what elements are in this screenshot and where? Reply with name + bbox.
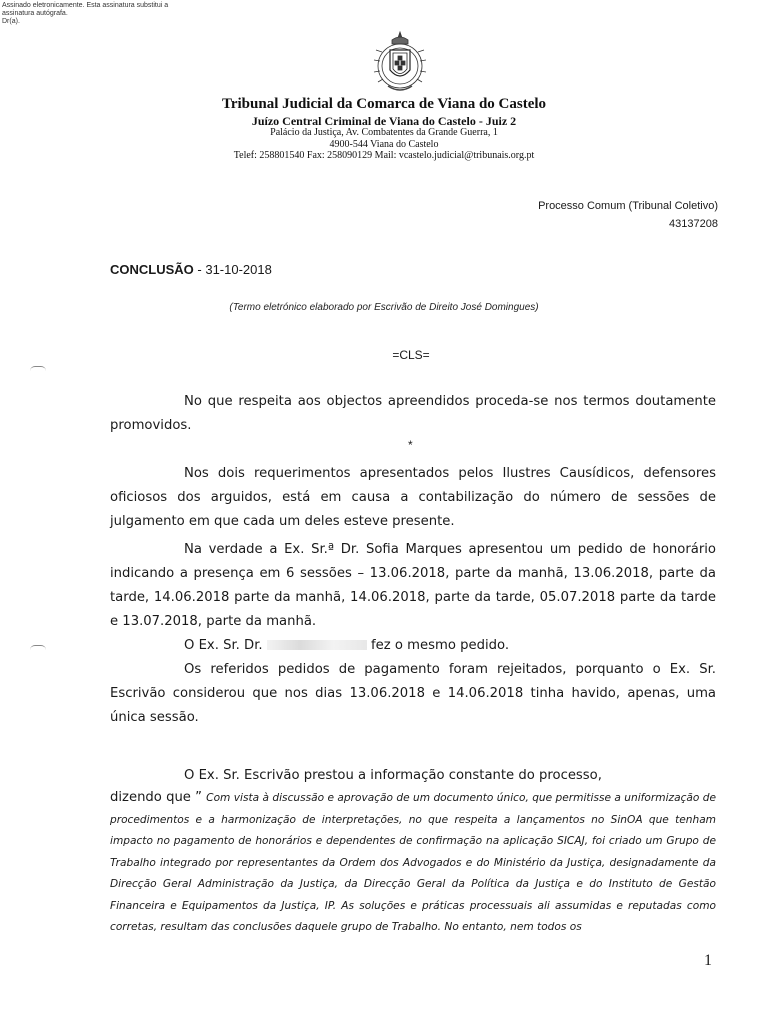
termo-note: (Termo eletrónico elaborado por Escrivão de Direito José Domingues) (229, 302, 539, 313)
conclusion-label: CONCLUSÃO (110, 262, 194, 277)
separator: * (408, 438, 413, 452)
stamp-line-1: Assinado eletronicamente. Esta assinatura substitui a (2, 2, 169, 9)
conclusion-date: - 31-10-2018 (193, 262, 272, 277)
court-section: Juízo Central Criminal de Viana do Castelo - Juiz 2 (251, 114, 517, 128)
process-type: Processo Comum (Tribunal Coletivo) (538, 200, 718, 212)
paragraph-2: Nos dois requerimentos apresentados pelos Ilustres Causídicos, defensores oficiosos dos arguidos, está em causa a contabilização do número de sessões de julgamento em que cada um deles esteve presente. (110, 466, 716, 529)
p7-quote: Com vista à discussão e aprovação de um documento único, que permitisse a uniformização de procedimentos e a harmonização de interpretações, no que respeita a lançamentos no SinOA que tenham impacto no pagamento de honorários e dependentes de confirmação na aplicação SICAJ, foi criado um Grupo de Trabalho integrado por representantes da Ordem dos Advogados e do Ministério da Justiça, designadamente da Direcção Geral Administração da Justiça, da Direcção Geral da Política da Justiça e do Instituto de Gestão Financeira e Equipamentos da Justiça, IP. As soluções e práticas processuais ali assumidas e reputadas como corretas, resultam das conclusões daquele grupo de Trabalho. No entanto, nem todos os (110, 792, 716, 933)
redacted-name (267, 640, 367, 650)
paragraph-1: No que respeita aos objectos apreendidos proceda-se nos termos doutamente promovidos. (110, 394, 716, 433)
coat-of-arms-icon (368, 28, 432, 96)
paragraph-3: Na verdade a Ex. Sr.ª Dr. Sofia Marques apresentou um pedido de honorário indicando a presença em 6 sessões – 13.06.2018, parte da manhã, 13.06.2018, parte da tarde, 14.06.2018 parte da manhã, 14.06.2018, parte da tarde, 05.07.2018 parte da tarde e 13.07.2018, parte da manhã. (110, 542, 716, 629)
conclusion-line (110, 262, 272, 277)
paragraph-5: Os referidos pedidos de pagamento foram rejeitados, porquanto o Ex. Sr. Escrivão considerou que nos dias 13.06.2018 e 14.06.2018 tinha havido, apenas, uma única sessão. (110, 662, 716, 725)
p4-end: fez o mesmo pedido. (371, 638, 510, 653)
court-address-1: Palácio da Justiça, Av. Combatentes da Grande Guerra, 1 (270, 127, 498, 138)
stamp-line-3: Dr(a). (2, 18, 20, 25)
cls-marker: =CLS= (392, 348, 430, 362)
paragraph-7 (110, 787, 716, 939)
margin-mark (30, 645, 46, 650)
court-name: Tribunal Judicial da Comarca de Viana do Castelo (221, 96, 547, 112)
p7-lead: dizendo que ” (110, 790, 207, 805)
signature-stamp (2, 2, 168, 26)
court-contacts: Telef: 258801540 Fax: 258090129 Mail: vcastelo.judicial@tribunais.org.pt (233, 150, 535, 161)
margin-mark (30, 366, 46, 371)
p4-start: O Ex. Sr. Dr. (184, 638, 263, 653)
page-number: 1 (704, 952, 712, 969)
court-address-2: 4900-544 Viana do Castelo (329, 139, 439, 150)
paragraph-6: O Ex. Sr. Escrivão prestou a informação constante do processo, (184, 768, 602, 783)
paragraph-4 (110, 634, 716, 658)
stamp-line-2: assinatura autógrafa. (2, 10, 68, 17)
process-number: 43137208 (669, 218, 718, 230)
